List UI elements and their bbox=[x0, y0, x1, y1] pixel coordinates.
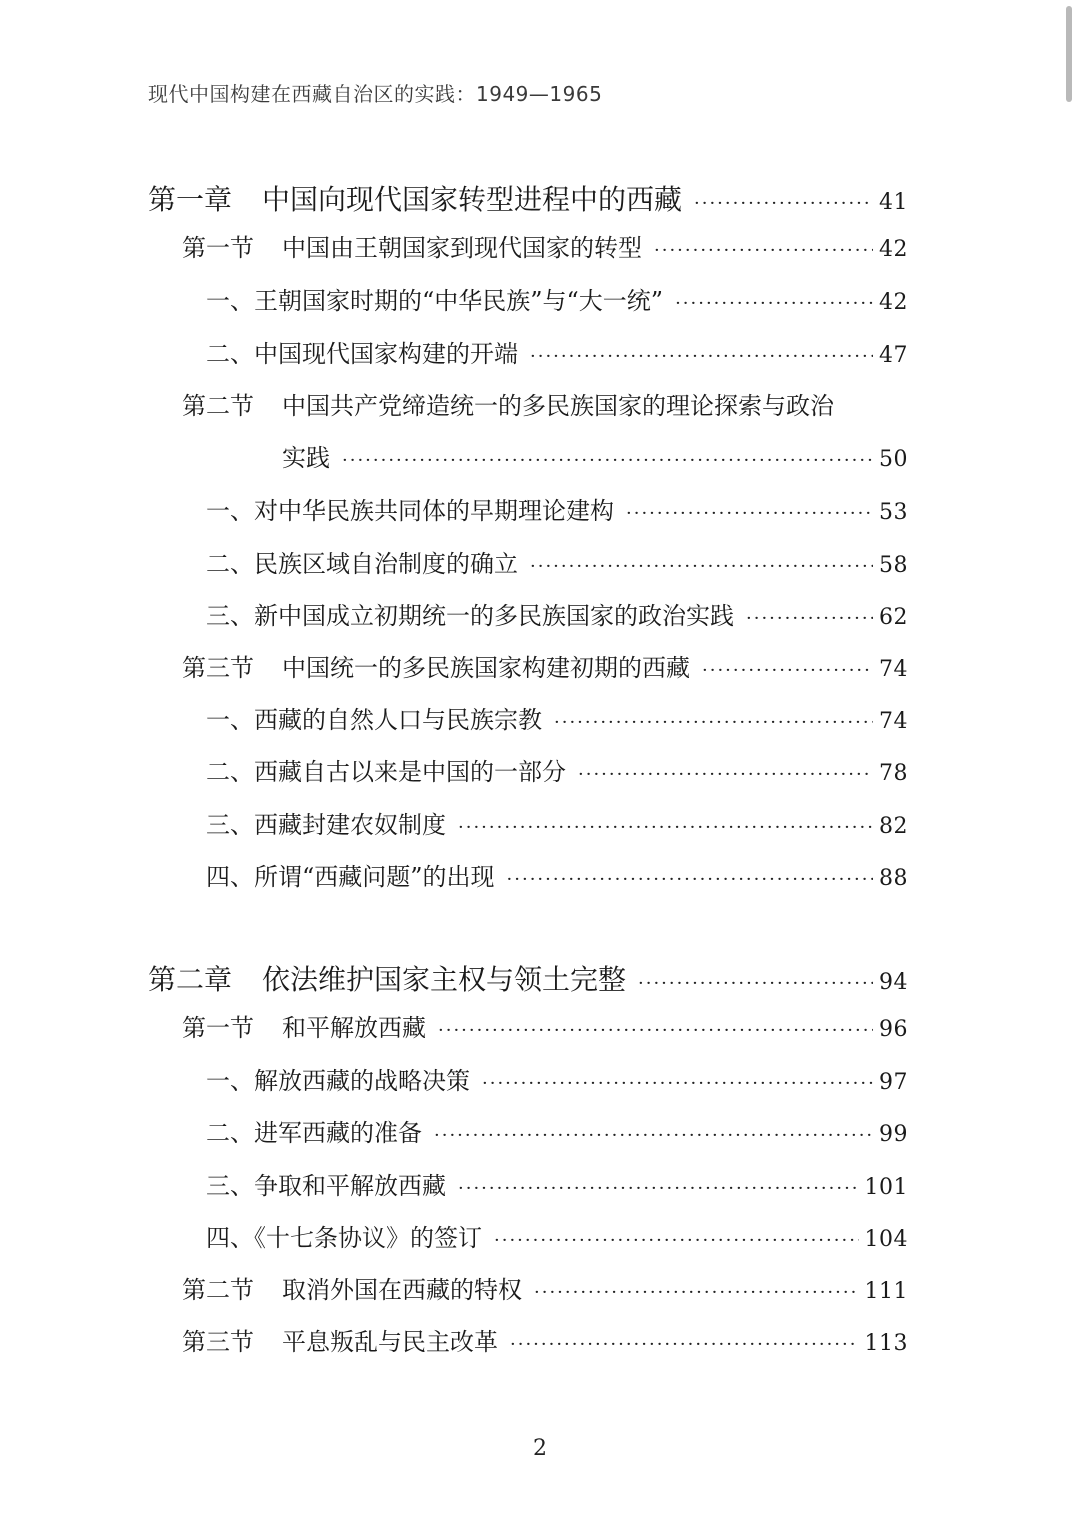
toc-entry-section[interactable] bbox=[182, 1270, 908, 1305]
toc-page-number: 97 bbox=[879, 1070, 908, 1095]
toc-entry-item[interactable] bbox=[206, 491, 908, 526]
dot-leader bbox=[342, 450, 873, 471]
toc-label bbox=[182, 228, 642, 263]
toc-entry-item[interactable] bbox=[206, 1166, 908, 1201]
toc-page-number: 42 bbox=[879, 290, 908, 315]
dot-leader bbox=[638, 973, 873, 994]
toc-title: 中国共产党缔造统一的多民族国家的理论探索与政治 bbox=[282, 392, 834, 420]
toc-title: 二、西藏自古以来是中国的一部分 bbox=[206, 758, 566, 786]
toc-page-number: 47 bbox=[879, 343, 908, 368]
dot-leader bbox=[530, 556, 873, 577]
toc-prefix: 第二节 bbox=[182, 392, 254, 420]
toc-page-number: 78 bbox=[879, 761, 908, 786]
dot-leader bbox=[458, 1178, 859, 1199]
toc-entry-chapter[interactable] bbox=[148, 958, 908, 998]
toc-prefix: 第三节 bbox=[182, 654, 254, 682]
toc-label bbox=[282, 438, 330, 473]
toc-entry-chapter[interactable] bbox=[148, 178, 908, 218]
dot-leader bbox=[694, 193, 873, 214]
toc-title: 二、民族区域自治制度的确立 bbox=[206, 550, 518, 578]
toc-title: 平息叛乱与民主改革 bbox=[282, 1328, 498, 1356]
toc-title: 中国由王朝国家到现代国家的转型 bbox=[282, 234, 642, 262]
toc-title: 三、新中国成立初期统一的多民族国家的政治实践 bbox=[206, 602, 734, 630]
toc-label bbox=[206, 752, 566, 787]
toc-label bbox=[148, 958, 626, 998]
scrollbar-thumb[interactable] bbox=[1066, 6, 1072, 102]
toc-entry-section[interactable] bbox=[182, 1322, 908, 1357]
toc-page-number: 74 bbox=[879, 709, 908, 734]
toc-entry-item[interactable] bbox=[206, 596, 908, 631]
dot-leader bbox=[554, 712, 873, 733]
dot-leader bbox=[654, 240, 873, 261]
toc-label bbox=[182, 1008, 426, 1043]
toc-label bbox=[206, 596, 734, 631]
toc-entry-item[interactable] bbox=[206, 805, 908, 840]
toc-prefix: 第三节 bbox=[182, 1328, 254, 1356]
page-number: 2 bbox=[533, 1436, 547, 1461]
toc-label bbox=[182, 648, 690, 683]
dot-leader bbox=[626, 503, 873, 524]
toc-entry-section[interactable] bbox=[182, 648, 908, 683]
toc-title: 四、《十七条协议》的签订 bbox=[206, 1224, 482, 1252]
toc-entry-item[interactable] bbox=[206, 752, 908, 787]
toc-section-heading[interactable] bbox=[182, 386, 834, 421]
toc-page-number: 41 bbox=[879, 190, 908, 215]
toc-page-number: 113 bbox=[864, 1331, 908, 1356]
toc-page-number: 53 bbox=[879, 500, 908, 525]
dot-leader bbox=[494, 1230, 859, 1251]
toc-title: 一、解放西藏的战略决策 bbox=[206, 1067, 470, 1095]
toc-label bbox=[182, 1322, 498, 1357]
dot-leader bbox=[578, 764, 873, 785]
toc-label bbox=[206, 1061, 470, 1096]
toc-entry-item[interactable] bbox=[206, 281, 908, 316]
toc-entry-item[interactable] bbox=[206, 1113, 908, 1148]
running-header: 现代中国构建在西藏自治区的实践：1949—1965 bbox=[148, 82, 603, 106]
toc-label bbox=[206, 281, 663, 316]
toc-entry-section[interactable] bbox=[182, 228, 908, 263]
toc-prefix: 第二节 bbox=[182, 1276, 254, 1304]
toc-page-number: 111 bbox=[864, 1279, 908, 1304]
dot-leader bbox=[458, 817, 873, 838]
toc-label bbox=[206, 334, 518, 369]
toc-page-number: 88 bbox=[879, 866, 908, 891]
dot-leader bbox=[746, 608, 873, 629]
toc-label bbox=[206, 1166, 446, 1201]
toc-page-number: 62 bbox=[879, 605, 908, 630]
toc-prefix: 第一节 bbox=[182, 234, 254, 262]
toc-title: 一、王朝国家时期的“中华民族”与“大一统” bbox=[206, 287, 664, 315]
toc-entry-item[interactable] bbox=[206, 857, 908, 892]
toc-label bbox=[206, 700, 542, 735]
toc-page-number: 74 bbox=[879, 657, 908, 682]
toc-label bbox=[148, 178, 682, 218]
toc-entry-item[interactable] bbox=[206, 544, 908, 579]
toc-title: 中国统一的多民族国家构建初期的西藏 bbox=[282, 654, 690, 682]
toc-title: 依法维护国家主权与领土完整 bbox=[262, 963, 627, 996]
toc-page-number: 94 bbox=[879, 970, 908, 995]
toc-page-number: 58 bbox=[879, 553, 908, 578]
toc-entry-cont[interactable] bbox=[282, 438, 908, 473]
toc-label bbox=[206, 1218, 482, 1253]
toc-entry-item[interactable] bbox=[206, 1061, 908, 1096]
toc-entry-item[interactable] bbox=[206, 1218, 908, 1253]
dot-leader bbox=[702, 660, 873, 681]
toc-prefix: 第二章 bbox=[148, 963, 233, 996]
toc-label bbox=[206, 544, 518, 579]
toc-entry-section[interactable] bbox=[182, 1008, 908, 1043]
toc-page-number: 42 bbox=[879, 237, 908, 262]
toc-title: 和平解放西藏 bbox=[282, 1014, 426, 1042]
toc-entry-item[interactable] bbox=[206, 700, 908, 735]
toc-label bbox=[206, 805, 446, 840]
toc-title: 一、西藏的自然人口与民族宗教 bbox=[206, 706, 542, 734]
dot-leader bbox=[530, 346, 873, 367]
dot-leader bbox=[507, 869, 873, 890]
toc-title: 三、西藏封建农奴制度 bbox=[206, 811, 446, 839]
dot-leader bbox=[675, 293, 873, 314]
toc-label bbox=[182, 1270, 522, 1305]
dot-leader bbox=[482, 1073, 873, 1094]
toc-title: 二、进军西藏的准备 bbox=[206, 1119, 422, 1147]
dot-leader bbox=[434, 1125, 873, 1146]
toc-title: 实践 bbox=[282, 444, 330, 472]
toc-title: 三、争取和平解放西藏 bbox=[206, 1172, 446, 1200]
dot-leader bbox=[438, 1020, 873, 1041]
toc-title: 四、所谓“西藏问题”的出现 bbox=[206, 863, 495, 891]
toc-page-number: 99 bbox=[879, 1122, 908, 1147]
dot-leader bbox=[510, 1334, 859, 1355]
toc-page-number: 82 bbox=[879, 814, 908, 839]
toc-title: 一、对中华民族共同体的早期理论建构 bbox=[206, 497, 614, 525]
toc-entry-item[interactable] bbox=[206, 334, 908, 369]
toc-page-number: 104 bbox=[864, 1227, 908, 1252]
toc-page-number: 50 bbox=[879, 447, 908, 472]
toc-page-number: 96 bbox=[879, 1017, 908, 1042]
toc-page-number: 101 bbox=[864, 1175, 908, 1200]
toc-title: 二、中国现代国家构建的开端 bbox=[206, 340, 518, 368]
toc-title: 取消外国在西藏的特权 bbox=[282, 1276, 522, 1304]
toc-prefix: 第一章 bbox=[148, 183, 233, 216]
dot-leader bbox=[534, 1282, 859, 1303]
toc-label bbox=[206, 1113, 422, 1148]
toc-label bbox=[206, 491, 614, 526]
toc-title: 中国向现代国家转型进程中的西藏 bbox=[262, 183, 683, 216]
toc-prefix: 第一节 bbox=[182, 1014, 254, 1042]
toc-label bbox=[206, 857, 495, 892]
